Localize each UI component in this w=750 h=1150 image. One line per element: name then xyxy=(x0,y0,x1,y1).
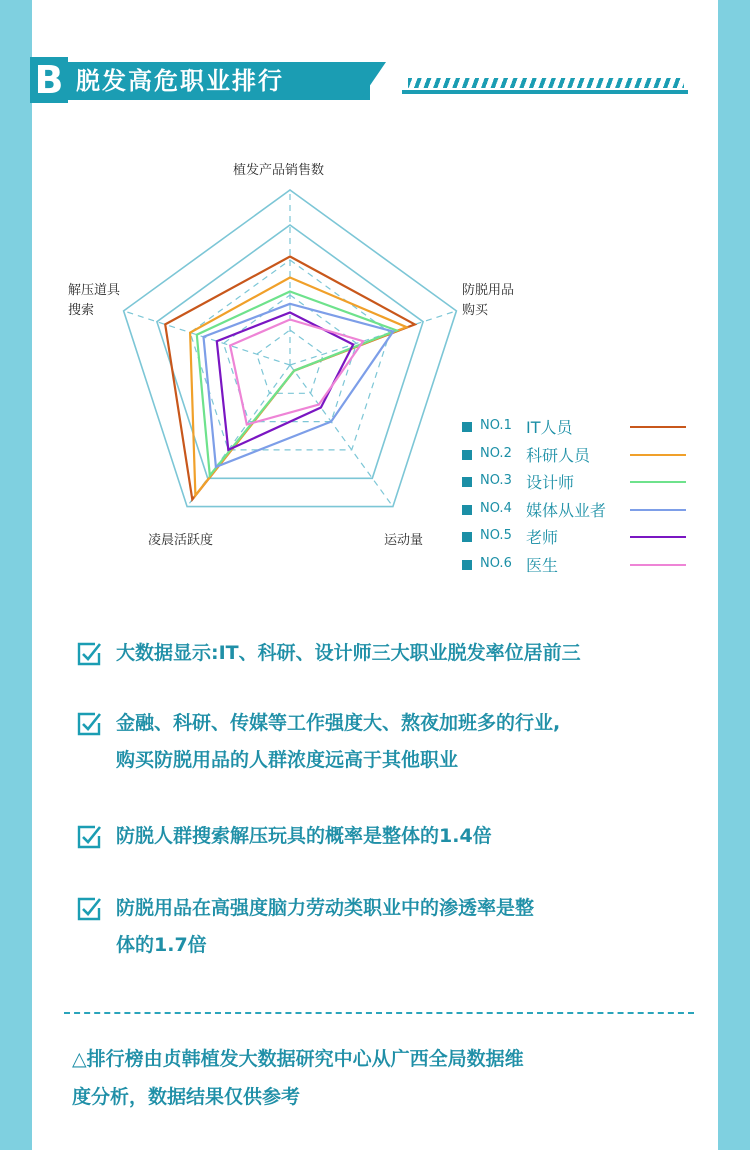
source-note-line: 度分析，数据结果仅供参考 xyxy=(72,1086,301,1108)
legend-rank: NO.4 xyxy=(480,500,512,516)
finding-text xyxy=(116,818,686,855)
radar-axis-label xyxy=(233,161,324,181)
source-note-line: △排行榜由贞韩植发大数据研究中心从广西全局数据维 xyxy=(72,1048,524,1070)
radar-axis-label xyxy=(148,531,213,551)
legend-label: 医生 xyxy=(526,555,559,575)
finding-text xyxy=(116,635,686,672)
legend-marker-icon xyxy=(462,560,472,570)
legend-label: 设计师 xyxy=(526,473,575,492)
legend-label: 媒体从业者 xyxy=(526,500,607,520)
radar-axis-label-line: 运动量 xyxy=(384,533,424,548)
radar-axis-label-line: 搜索 xyxy=(68,303,95,318)
radar-axis-label xyxy=(384,531,423,551)
radar-axis-label-line: 植发产品销售数 xyxy=(233,163,325,178)
legend-label: IT人员 xyxy=(526,418,573,437)
radar-axis-label-line: 购买 xyxy=(462,303,489,318)
chart-legend xyxy=(462,415,692,580)
finding-text xyxy=(116,705,686,779)
finding-text-line: 体的1.7倍 xyxy=(116,934,207,956)
finding-text-line: 金融、科研、传媒等工作强度大、熬夜加班多的行业, xyxy=(116,712,561,734)
radar-spoke xyxy=(290,365,393,507)
legend-line-swatch xyxy=(630,481,686,483)
legend-rank: NO.6 xyxy=(480,555,512,571)
checkbox-check-icon xyxy=(76,824,102,850)
legend-item xyxy=(462,553,692,581)
radar-spoke xyxy=(290,311,456,365)
finding-text xyxy=(116,890,686,964)
legend-item xyxy=(462,443,692,471)
legend-marker-icon xyxy=(462,532,472,542)
legend-line-swatch xyxy=(630,509,686,511)
finding-text-line: 防脱用品在高强度脑力劳动类职业中的渗透率是整 xyxy=(116,897,535,919)
legend-rank: NO.5 xyxy=(480,528,512,543)
checkbox-check-icon xyxy=(76,896,102,922)
checkbox-check-icon xyxy=(76,641,102,667)
legend-item xyxy=(462,470,692,498)
legend-item xyxy=(462,498,692,526)
radar-axis-label-line: 凌晨活跃度 xyxy=(148,533,214,548)
legend-label: 科研人员 xyxy=(526,445,591,465)
radar-series-no4 xyxy=(204,304,394,467)
legend-marker-icon xyxy=(462,450,472,460)
section-badge: B xyxy=(30,57,68,103)
radar-series-no6 xyxy=(230,320,363,425)
legend-line-swatch xyxy=(630,454,686,456)
legend-line-swatch xyxy=(630,564,686,566)
legend-item xyxy=(462,415,692,443)
finding-text-line: 防脱人群搜索解压玩具的概率是整体的1.4倍 xyxy=(116,825,492,847)
dashed-divider xyxy=(64,1012,694,1014)
legend-rank: NO.1 xyxy=(480,418,512,433)
section-title: 脱发高危职业排行 xyxy=(76,67,284,95)
radar-series-no3 xyxy=(197,292,397,476)
radar-spoke xyxy=(124,311,290,365)
checkbox-check-icon xyxy=(76,711,102,737)
legend-item xyxy=(462,525,692,553)
legend-line-swatch xyxy=(630,536,686,538)
legend-label: 老师 xyxy=(526,528,559,547)
legend-rank: NO.2 xyxy=(480,445,512,461)
source-note xyxy=(72,1040,692,1116)
legend-line-swatch xyxy=(630,426,686,428)
legend-rank: NO.3 xyxy=(480,473,512,488)
legend-marker-icon xyxy=(462,477,472,487)
finding-text-line: 大数据显示:IT、科研、设计师三大职业脱发率位居前三 xyxy=(116,642,581,664)
finding-text-line: 购买防脱用品的人群浓度远高于其他职业 xyxy=(116,749,459,771)
radar-axis-label xyxy=(68,281,120,321)
radar-axis-label-line: 防脱用品 xyxy=(462,283,515,298)
radar-axis-label-line: 解压道具 xyxy=(68,283,121,298)
legend-marker-icon xyxy=(462,505,472,515)
legend-marker-icon xyxy=(462,422,472,432)
radar-axis-label xyxy=(462,281,514,321)
